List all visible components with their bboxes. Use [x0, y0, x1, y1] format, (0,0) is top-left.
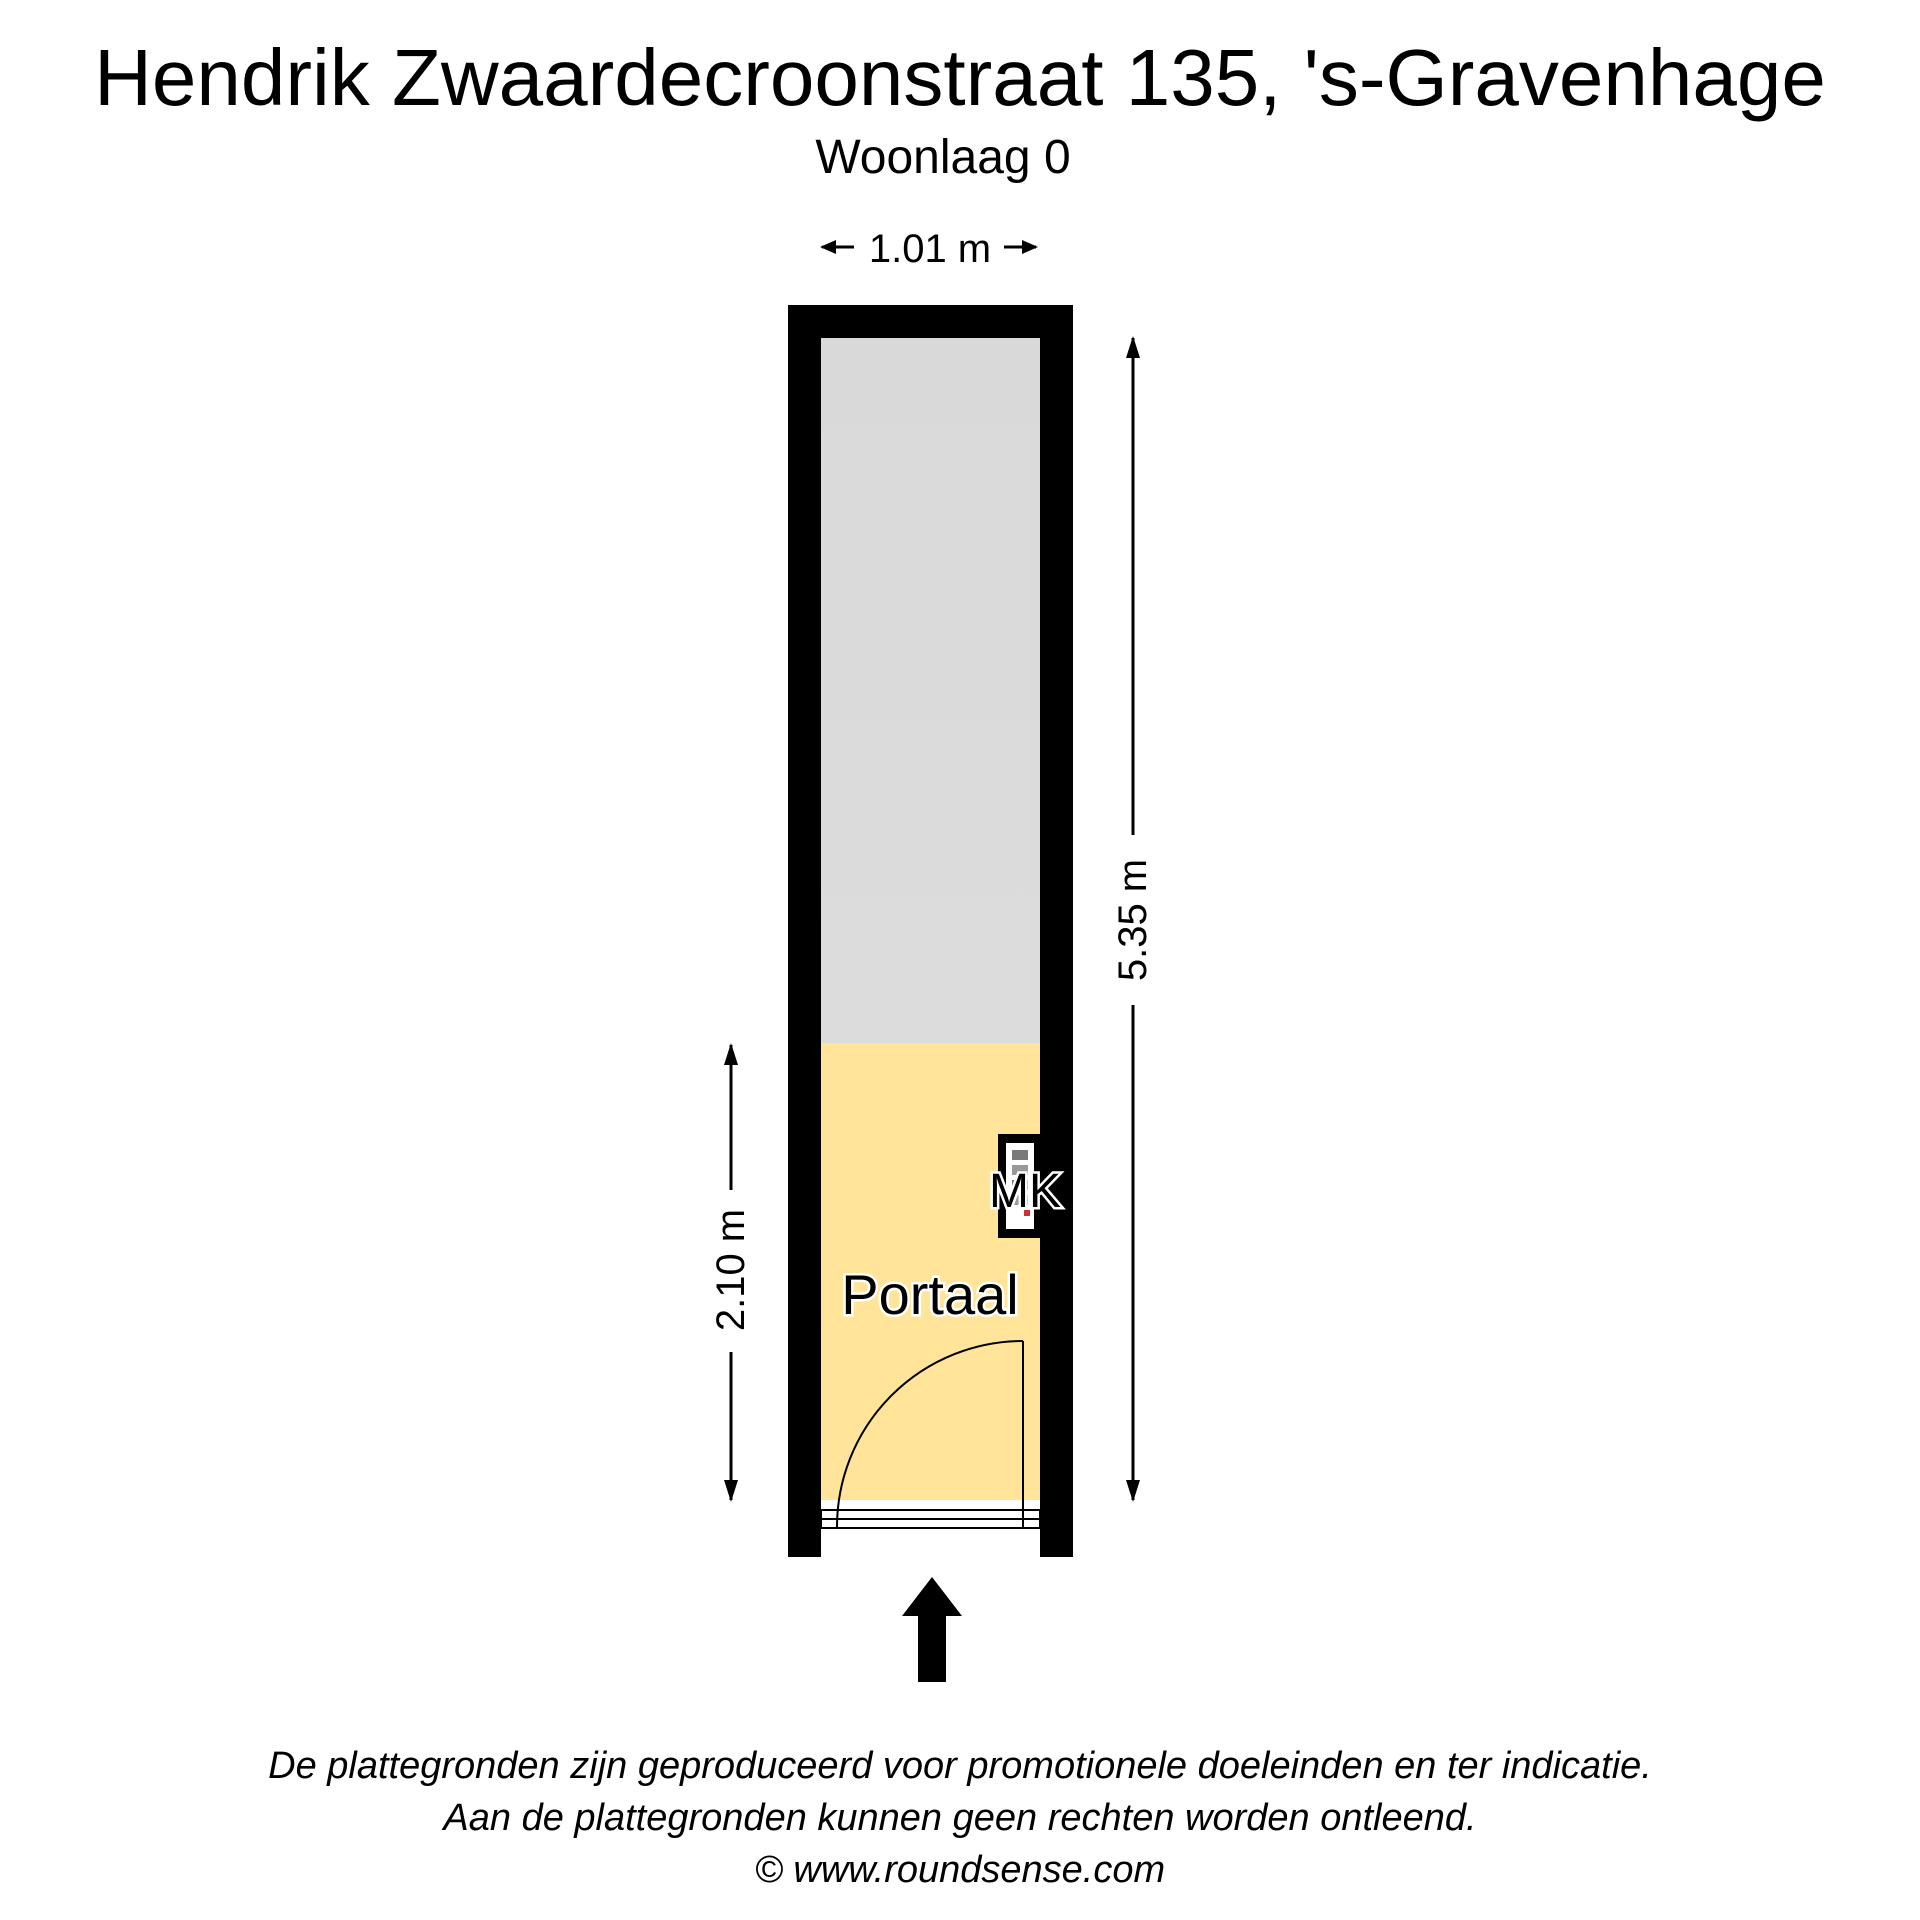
storage-room [820, 336, 1041, 1043]
dimension-portaal-length [709, 1043, 753, 1502]
door-threshold [821, 1510, 1040, 1528]
dimension-width [820, 227, 1038, 271]
page-title: Hendrik Zwaardecroonstraat 135, 's-Gravenhage [94, 33, 1826, 122]
dimension-total-length [1111, 336, 1155, 1502]
room-label-portaal: Portaal [841, 1263, 1019, 1326]
meter-cupboard-label: MK [989, 1165, 1061, 1218]
disclaimer-line-1: De plattegronden zijn geproduceerd voor promotionele doeleinden en ter indicatie. [268, 1745, 1652, 1787]
entrance-arrow-icon [902, 1577, 962, 1682]
disclaimer-line-2: Aan de plattegronden kunnen geen rechten worden ontleend. [443, 1797, 1477, 1839]
dimension-total-length-label: 5.35 m [1111, 858, 1155, 982]
floor-label: Woonlaag 0 [815, 131, 1071, 184]
dimension-width-label: 1.01 m [868, 227, 992, 271]
dimension-portaal-length-label: 2.10 m [709, 1208, 753, 1332]
copyright-line: © www.roundsense.com [754, 1849, 1166, 1891]
